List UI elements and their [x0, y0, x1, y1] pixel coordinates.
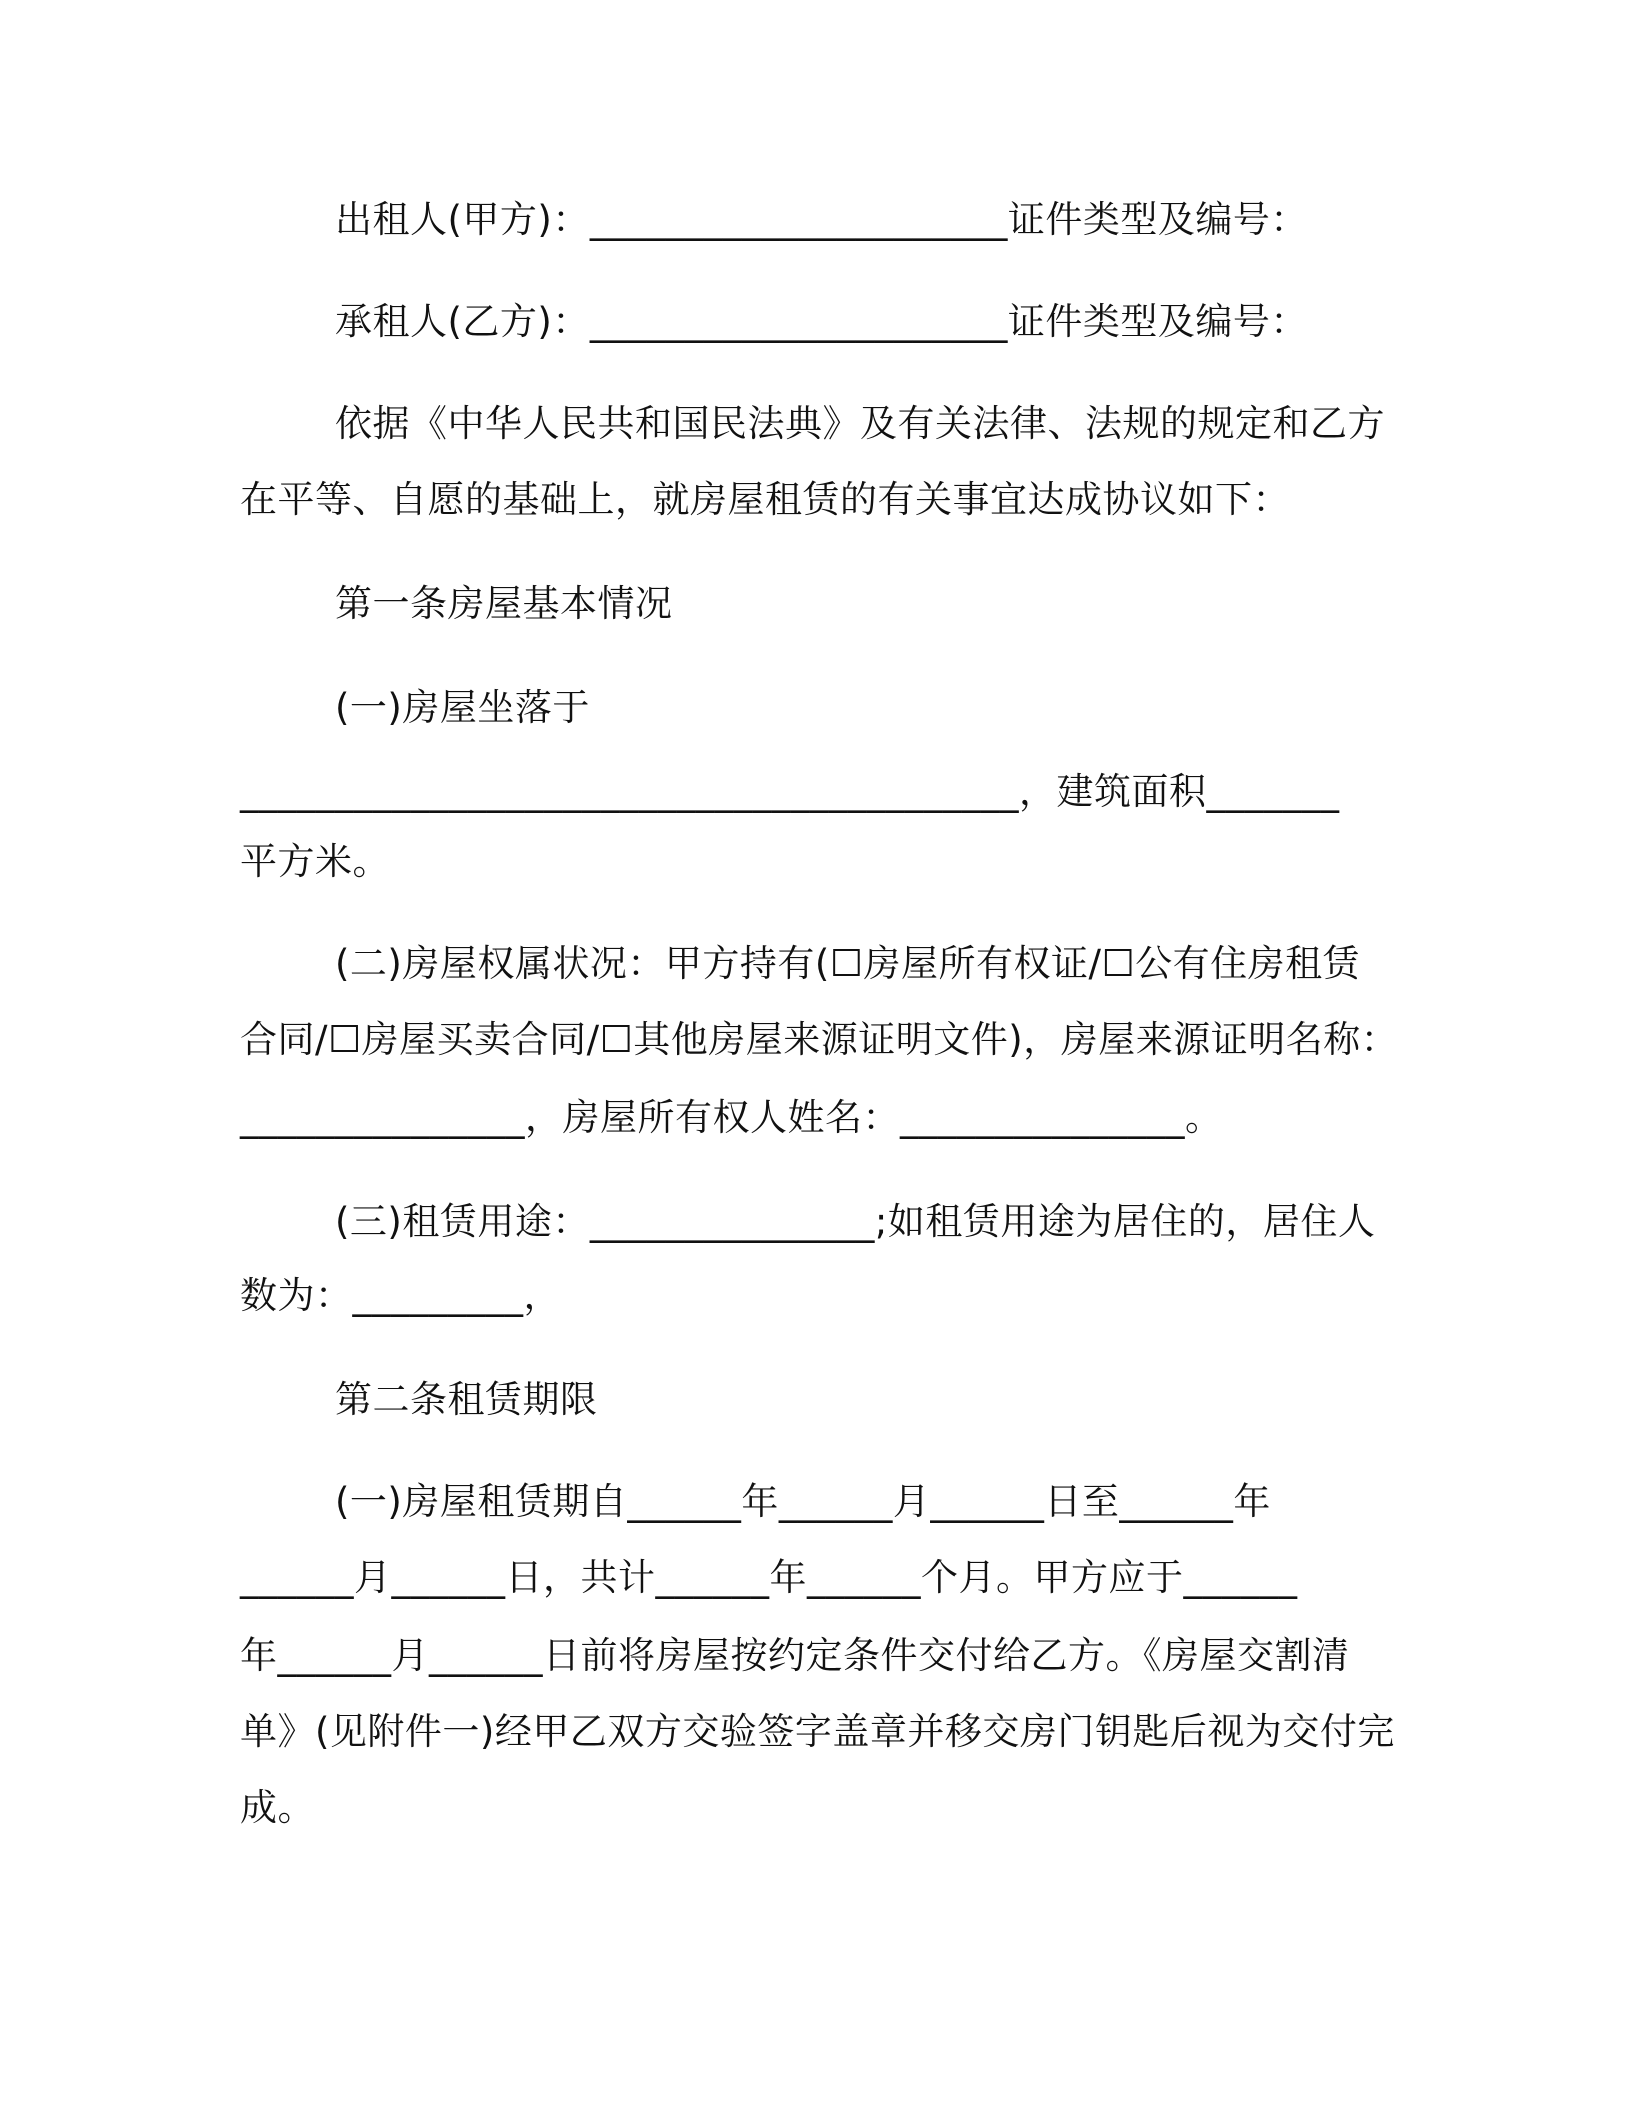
clause-1-1-line-1: (一)房屋坐落于 [335, 686, 590, 729]
lessor-line: 出租人(甲方)：______________________证件类型及编号： [335, 198, 1308, 241]
clause-2-1-line-4: 单》(见附件一)经甲乙双方交验签字盖章并移交房门钥匙后视为交付完 [240, 1710, 1395, 1753]
clause-2-1-line-3: 年______月______日前将房屋按约定条件交付给乙方。《房屋交割清 [240, 1634, 1350, 1677]
clause-2-1-line-1: (一)房屋租赁期自______年______月______日至______年 [335, 1480, 1271, 1523]
clause-1-1-line-3: 平方米。 [240, 840, 390, 883]
clause-2-1-line-2: ______月______日，共计______年______个月。甲方应于______ [240, 1556, 1298, 1599]
lessee-line: 承租人(乙方)：______________________证件类型及编号： [335, 300, 1308, 343]
article-1-heading: 第一条房屋基本情况 [335, 582, 673, 625]
clause-1-3-line-1: (三)租赁用途：_______________;如租赁用途为居住的，居住人 [335, 1200, 1376, 1243]
clause-1-1-line-2: _________________________________________，建筑面积_______ [240, 770, 1340, 813]
clause-2-1-line-5: 成。 [240, 1786, 315, 1829]
clause-1-2-line-1: (二)房屋权属状况：甲方持有(☐房屋所有权证/☐公有住房租赁 [335, 942, 1361, 985]
article-2-heading: 第二条租赁期限 [335, 1378, 598, 1421]
clause-1-2-line-2: 合同/☐房屋买卖合同/☐其他房屋来源证明文件)，房屋来源证明名称： [240, 1018, 1399, 1061]
preamble-line-2: 在平等、自愿的基础上，就房屋租赁的有关事宜达成协议如下： [240, 478, 1290, 521]
clause-1-2-line-3: _______________，房屋所有权人姓名：_______________。 [240, 1096, 1223, 1139]
clause-1-3-line-2: 数为：_________， [240, 1274, 561, 1317]
preamble-line-1: 依据《中华人民共和国民法典》及有关法律、法规的规定和乙方 [335, 402, 1385, 445]
